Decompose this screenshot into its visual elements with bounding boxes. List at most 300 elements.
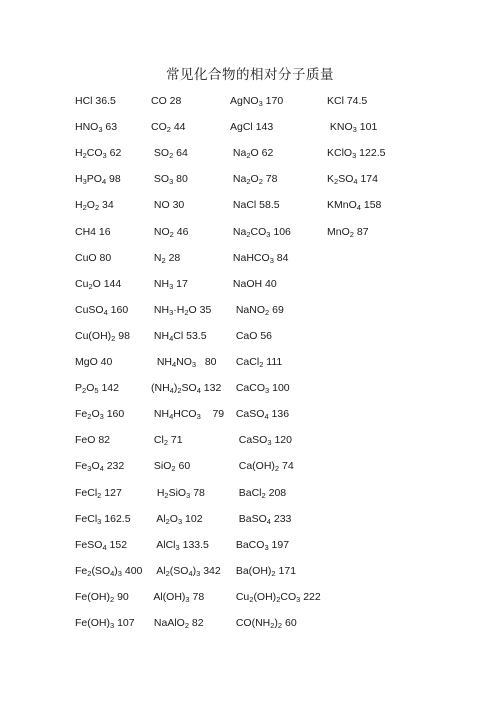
formula-text: SO: [181, 382, 197, 395]
table-row: [0, 434, 500, 454]
subscript: 2: [184, 307, 189, 317]
formula-text: 162.5: [101, 512, 131, 525]
formula-text: NH: [151, 356, 172, 368]
formula-text: 400: [121, 564, 143, 577]
formula-text: (OH): [253, 590, 277, 603]
subscript: 2: [164, 490, 169, 500]
formula-text: NO 30: [151, 199, 185, 212]
compound-entry: [75, 121, 117, 133]
formula-text: CuO 80: [75, 251, 112, 264]
subscript: 2: [161, 255, 166, 265]
subscript: 2: [249, 594, 254, 604]
formula-text: 197: [268, 538, 290, 551]
table-row: [0, 539, 500, 559]
subscript: 2: [184, 621, 190, 630]
compound-entry: [230, 487, 286, 499]
formula-text: SO: [338, 173, 354, 186]
subscript: 3: [191, 360, 197, 369]
formula-text: 342: [200, 564, 221, 577]
subscript: 3: [185, 594, 190, 604]
subscript: 2: [177, 386, 182, 396]
formula-text: NaCl 58.5: [230, 199, 280, 212]
formula-text: Cu: [75, 277, 89, 290]
compound-entry: [151, 147, 188, 159]
formula-text: 80: [173, 173, 188, 186]
compound-entry: [230, 226, 291, 238]
formula-text: 98: [106, 173, 121, 186]
formula-text: BaCl: [230, 486, 262, 499]
subscript: 3: [82, 177, 87, 187]
subscript: 3: [110, 621, 115, 630]
formula-text: Na: [230, 147, 247, 160]
table-row: [0, 591, 500, 611]
compound-entry: [151, 539, 209, 551]
subscript: 3: [269, 255, 274, 265]
formula-text: 233: [270, 512, 292, 525]
formula-text: 69: [269, 303, 284, 316]
formula-text: FeSO: [75, 538, 103, 551]
subscript: 3: [352, 125, 357, 135]
formula-text: (SO: [169, 564, 189, 577]
formula-text: O 144: [92, 277, 122, 290]
formula-text: Cl 53.5: [173, 329, 207, 342]
subscript: 3: [99, 412, 104, 422]
formula-text: O: [169, 512, 178, 525]
formula-text: 111: [263, 356, 283, 368]
formula-text: 78: [190, 486, 205, 499]
subscript: 2: [276, 594, 281, 604]
compound-entry: [327, 226, 369, 238]
compound-entry: [75, 199, 114, 211]
compound-entry: [75, 513, 131, 525]
formula-text: NH: [151, 408, 170, 421]
table-row: [0, 408, 500, 428]
compound-entry: [151, 330, 207, 342]
compound-entry: [75, 565, 142, 577]
formula-text: 17: [173, 277, 188, 290]
formula-text: 78: [189, 590, 205, 603]
formula-text: 79: [200, 408, 225, 421]
formula-text: H: [151, 486, 165, 499]
formula-text: SiO: [168, 486, 187, 499]
formula-text: Ca(OH): [230, 460, 275, 473]
formula-text: Al: [151, 512, 166, 525]
compound-entry: [75, 147, 121, 159]
table-row: [0, 565, 500, 585]
formula-text: 71: [168, 434, 183, 447]
formula-text: 60: [282, 617, 297, 629]
compound-entry: [230, 591, 321, 603]
formula-text: CO(NH: [230, 617, 271, 629]
subscript: 3: [258, 99, 263, 108]
table-row: [0, 304, 500, 324]
compound-entry: [151, 382, 221, 394]
subscript: 3: [169, 281, 174, 291]
compound-entry: [151, 434, 183, 446]
subscript: 3: [169, 307, 174, 317]
subscript: 4: [264, 412, 269, 422]
formula-text: NH: [151, 277, 170, 290]
compound-entry: [327, 147, 385, 159]
subscript: 2: [87, 412, 92, 422]
subscript: 3: [196, 568, 201, 578]
compound-entry: [151, 199, 184, 211]
formula-text: 80: [196, 356, 217, 368]
subscript: 2: [88, 281, 93, 291]
subscript: 4: [110, 568, 115, 578]
formula-text: AgNO: [230, 95, 259, 107]
formula-text: NaHCO: [230, 251, 270, 264]
formula-text: NaOH 40: [230, 277, 277, 290]
formula-text: 44: [170, 121, 186, 134]
subscript: 4: [196, 386, 201, 396]
compound-entry: [151, 252, 180, 264]
formula-text: FeCl: [75, 486, 98, 499]
formula-text: KClO: [327, 147, 353, 160]
subscript: 2: [277, 621, 283, 630]
formula-text: Al(OH): [151, 590, 186, 603]
table-row: [0, 147, 500, 167]
subscript: 3: [177, 516, 183, 526]
formula-text: 122.5: [356, 147, 386, 160]
subscript: 3: [265, 386, 270, 396]
formula-text: Cu(OH): [75, 329, 112, 342]
subscript: 3: [186, 490, 191, 500]
compound-entry: [75, 173, 121, 185]
compound-entry: [230, 539, 289, 551]
compound-entry: [327, 173, 378, 185]
formula-text: KCl 74.5: [327, 95, 368, 107]
formula-text: 100: [269, 382, 290, 395]
formula-text: AlCl: [151, 538, 176, 551]
subscript: 2: [259, 360, 264, 369]
subscript: 2: [87, 568, 92, 578]
subscript: 4: [266, 516, 271, 526]
subscript: 4: [102, 542, 107, 552]
formula-text: 132: [200, 382, 222, 395]
formula-text: N: [151, 251, 162, 264]
compound-entry: [75, 95, 116, 107]
subscript: 3: [267, 438, 272, 448]
formula-text: 74: [279, 460, 294, 473]
subscript: 2: [82, 386, 87, 396]
compound-entry: [230, 252, 288, 264]
table-row: [0, 617, 500, 637]
subscript: 2: [97, 490, 102, 500]
formula-text: NaNO: [230, 303, 266, 316]
subscript: 2: [165, 568, 170, 578]
compound-entry: [327, 95, 367, 107]
subscript: 4: [172, 360, 177, 369]
formula-text: (NH: [151, 382, 170, 395]
formula-text: 152: [106, 538, 128, 551]
compound-entry: [75, 356, 112, 368]
compound-entry: [230, 382, 290, 394]
compound-entry: [230, 330, 272, 342]
subscript: 2: [94, 203, 100, 213]
formula-text: NO: [176, 356, 192, 368]
formula-text: Fe: [75, 460, 88, 473]
formula-text: 98: [115, 329, 130, 342]
subscript: 4: [353, 177, 358, 187]
subscript: 2: [163, 438, 169, 448]
formula-text: NH: [151, 329, 170, 342]
formula-text: 160: [103, 408, 125, 421]
subscript: 4: [169, 386, 174, 396]
subscript: 5: [94, 386, 99, 396]
table-row: [0, 252, 500, 272]
formula-text: 46: [173, 225, 189, 238]
compound-entry: [327, 121, 377, 133]
subscript: 4: [188, 568, 193, 578]
formula-text: MnO: [327, 225, 350, 238]
subscript: 4: [169, 412, 174, 422]
subscript: 2: [246, 229, 251, 239]
formula-text: 62: [106, 147, 122, 160]
formula-text: CaCl: [230, 356, 260, 368]
formula-text: NH: [151, 303, 170, 316]
formula-text: HCO: [173, 408, 197, 421]
formula-text: 28: [165, 251, 181, 264]
formula-text: 170: [262, 95, 284, 107]
compound-entry: [230, 199, 280, 211]
compound-entry: [75, 539, 127, 551]
subscript: 2: [271, 568, 276, 578]
compound-entry: [75, 382, 119, 394]
formula-text: ): [173, 382, 178, 395]
compound-entry: [151, 278, 188, 290]
formula-text: 87: [353, 225, 369, 238]
subscript: 2: [82, 203, 87, 213]
compound-entry: [230, 173, 277, 185]
formula-text: CuSO: [75, 303, 104, 316]
compound-entry: [327, 199, 381, 211]
subscript: 4: [169, 333, 174, 343]
formula-text: CO: [250, 225, 267, 238]
compound-entry: [151, 121, 186, 133]
formula-text: CaCO: [230, 382, 266, 395]
table-row: [0, 460, 500, 480]
subscript: 2: [246, 177, 251, 187]
formula-text: 222: [300, 590, 321, 603]
compound-entry: [230, 121, 273, 133]
subscript: 2: [274, 464, 280, 474]
formula-text: 84: [273, 251, 289, 264]
subscript: 3: [102, 151, 107, 161]
compound-entry: [75, 487, 122, 499]
formula-text: 107: [114, 617, 135, 629]
table-row: [0, 199, 500, 219]
formula-text: 120: [271, 434, 292, 447]
subscript: 3: [196, 412, 201, 422]
compound-entry: [75, 460, 124, 472]
formula-text: 63: [102, 121, 118, 134]
formula-text: K: [327, 173, 335, 186]
formula-text: 64: [173, 147, 188, 160]
formula-text: 102: [182, 512, 203, 525]
compound-entry: [151, 95, 181, 107]
compound-entry: [151, 487, 205, 499]
formula-text: P: [75, 382, 83, 395]
formula-text: SiO: [151, 460, 172, 473]
formula-text: 136: [268, 408, 290, 421]
formula-text: O 62: [250, 147, 274, 160]
formula-text: Cu: [230, 590, 250, 603]
compound-entry: [75, 434, 110, 446]
compound-entry: [151, 408, 224, 420]
subscript: 3: [117, 568, 122, 578]
page-title: 常见化合物的相对分子质量: [166, 67, 334, 82]
formula-text: BaCO: [230, 538, 265, 551]
formula-text: O: [86, 199, 95, 212]
formula-text: Fe(OH): [75, 590, 110, 603]
compound-entry: [151, 513, 203, 525]
formula-text: CaSO: [230, 408, 265, 421]
formula-text: CO: [280, 590, 297, 603]
subscript: 3: [264, 542, 269, 552]
formula-text: H: [75, 173, 83, 186]
formula-text: 127: [101, 486, 122, 499]
subscript: 2: [265, 307, 270, 317]
formula-text: O 35: [188, 303, 212, 316]
formula-text: H: [75, 199, 83, 212]
subscript: 3: [98, 125, 103, 135]
compound-entry: [230, 278, 277, 290]
compound-entry: [151, 226, 188, 238]
formula-text: SO: [151, 173, 170, 186]
formula-text: KMnO: [327, 199, 357, 212]
formula-text: FeCl: [75, 512, 98, 525]
table-row: [0, 487, 500, 507]
formula-text: 174: [357, 173, 378, 186]
compound-entry: [75, 304, 128, 316]
formula-text: KNO: [327, 121, 353, 134]
formula-text: CaO 56: [230, 329, 273, 342]
subscript: 2: [258, 177, 263, 187]
compound-entry: [230, 513, 291, 525]
compound-entry: [230, 408, 289, 420]
table-row: [0, 173, 500, 193]
subscript: 4: [99, 464, 104, 474]
subscript: 2: [110, 594, 115, 604]
compound-entry: [151, 304, 211, 316]
formula-text: ): [274, 617, 278, 629]
subscript: 2: [334, 177, 339, 187]
formula-text: HCl 36.5: [75, 95, 116, 107]
formula-text: CH4 16: [75, 225, 111, 238]
formula-text: BaSO: [230, 512, 267, 525]
table-row: [0, 330, 500, 350]
formula-text: Fe(OH): [75, 617, 110, 629]
compound-entry: [230, 356, 282, 368]
formula-text: Al: [151, 564, 166, 577]
subscript: 3: [352, 151, 357, 161]
formula-text: HNO: [75, 121, 99, 134]
subscript: 2: [166, 125, 171, 135]
formula-text: Ba(OH): [230, 564, 272, 577]
formula-text: 171: [275, 564, 297, 577]
compound-entry: [230, 617, 297, 629]
table-row: [0, 95, 500, 115]
formula-text: PO: [86, 173, 102, 186]
subscript: 3: [87, 464, 92, 474]
subscript: 3: [169, 177, 174, 187]
table-row: [0, 226, 500, 246]
compound-entry: [230, 304, 284, 316]
compound-entry: [230, 147, 273, 159]
compound-entry: [75, 617, 135, 629]
subscript: 3: [296, 594, 301, 604]
formula-text: 34: [99, 199, 114, 212]
subscript: 2: [82, 151, 87, 161]
formula-text: 160: [107, 303, 129, 316]
formula-text: NaAlO: [151, 617, 185, 629]
subscript: 4: [356, 203, 361, 213]
formula-text: FeO 82: [75, 434, 111, 447]
compound-entry: [230, 95, 283, 107]
formula-text: SO: [151, 147, 170, 160]
subscript: 4: [101, 177, 107, 187]
formula-text: Na: [230, 173, 247, 186]
formula-text: CO 28: [151, 95, 182, 107]
formula-text: CO: [86, 147, 103, 160]
formula-text: 133.5: [179, 538, 209, 551]
subscript: 3: [266, 229, 271, 239]
subscript: 2: [270, 621, 275, 630]
compound-entry: [230, 434, 292, 446]
subscript: 2: [165, 516, 170, 526]
table-row: [0, 356, 500, 376]
subscript: 3: [175, 542, 180, 552]
subscript: 2: [261, 490, 266, 500]
formula-text: CO: [151, 121, 167, 134]
compound-entry: [75, 408, 124, 420]
formula-text: 106: [270, 225, 291, 238]
formula-text: 232: [103, 460, 125, 473]
compound-entry: [75, 591, 129, 603]
formula-text: ): [192, 564, 197, 577]
subscript: 2: [171, 464, 176, 474]
formula-text: MgO 40: [75, 356, 113, 368]
compound-entry: [75, 330, 130, 342]
formula-text: Fe: [75, 408, 88, 421]
subscript: 2: [246, 151, 251, 161]
table-row: [0, 121, 500, 141]
formula-text: 82: [189, 617, 204, 629]
formula-text: NO: [151, 225, 170, 238]
compound-entry: [151, 356, 217, 368]
formula-text: 208: [265, 486, 287, 499]
formula-text: H: [75, 147, 83, 160]
formula-text: 90: [114, 590, 129, 603]
subscript: 2: [349, 229, 354, 239]
subscript: 2: [111, 333, 116, 343]
formula-text: ): [114, 564, 118, 577]
compound-entry: [151, 591, 204, 603]
formula-text: AgCl 143: [230, 121, 274, 134]
compound-entry: [75, 278, 121, 290]
formula-text: O: [91, 460, 100, 473]
formula-text: CaSO: [230, 434, 268, 447]
subscript: 4: [103, 307, 108, 317]
table-row: [0, 382, 500, 402]
formula-text: O: [86, 382, 95, 395]
formula-text: O: [91, 408, 100, 421]
formula-text: 158: [360, 199, 382, 212]
subscript: 2: [169, 229, 174, 239]
compound-entry: [230, 565, 296, 577]
table-row: [0, 278, 500, 298]
